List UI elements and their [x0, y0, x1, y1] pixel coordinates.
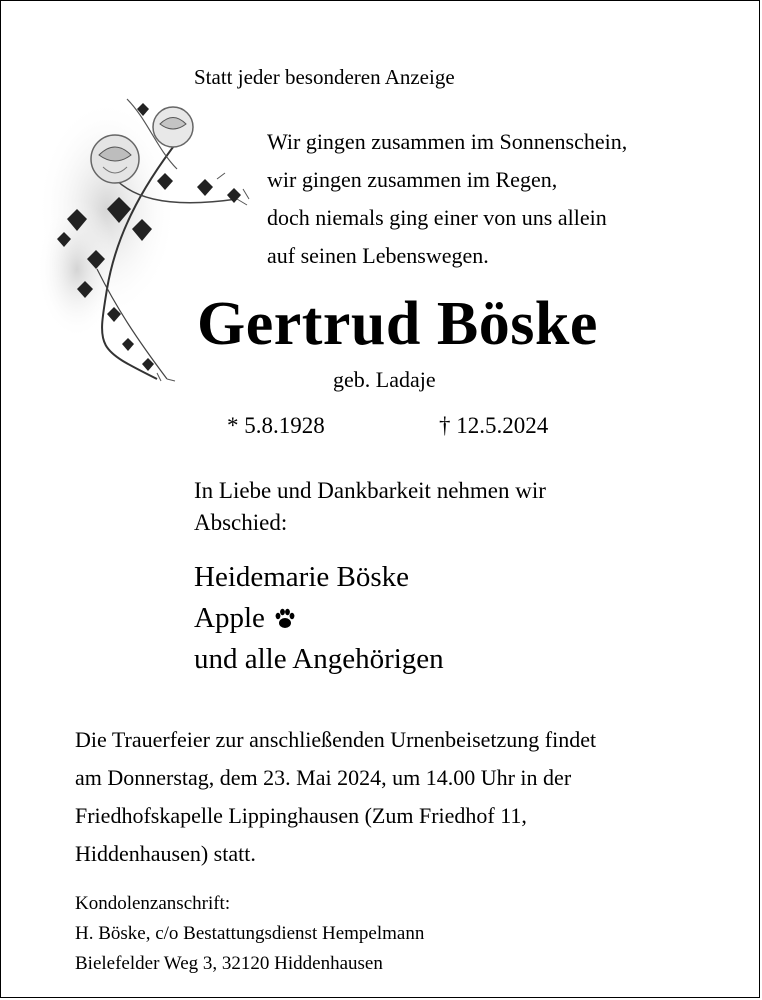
condolence-line: Bielefelder Weg 3, 32120 Hiddenhausen [75, 953, 383, 974]
poem-line: auf seinen Lebenswegen. [267, 243, 489, 268]
farewell-line: In Liebe und Dankbarkeit nehmen wir [194, 478, 546, 503]
poem-line: Wir gingen zusammen im Sonnenschein, [267, 129, 628, 154]
birth-date: * 5.8.1928 [227, 413, 325, 438]
birth-name: geb. Ladaje [333, 367, 436, 392]
service-line: am Donnerstag, dem 23. Mai 2024, um 14.00 Uhr in der [75, 765, 572, 790]
condolence-line: H. Böske, c/o Bestattungsdienst Hempelmann [75, 923, 425, 944]
death-date: † 12.5.2024 [439, 413, 549, 438]
farewell-text [194, 475, 546, 539]
service-info [75, 721, 596, 873]
condolence-line: Kondolenzanschrift: [75, 893, 231, 914]
mourner: Apple [194, 602, 265, 634]
deceased-name: Gertrud Böske [197, 290, 598, 358]
poem [267, 123, 627, 275]
service-line: Die Trauerfeier zur anschließenden Urnenbeisetzung findet [75, 727, 597, 752]
notice-header: Statt jeder besonderen Anzeige [194, 65, 455, 89]
service-line: Hiddenhausen) statt. [75, 841, 256, 866]
farewell-line: Abschied: [194, 510, 288, 535]
paw-icon [273, 607, 297, 631]
service-line: Friedhofskapelle Lippinghausen (Zum Friedhof 11, [75, 803, 527, 828]
mourner: und alle Angehörigen [194, 643, 444, 675]
condolence-address [75, 889, 424, 979]
poem-line: doch niemals ging einer von uns allein [267, 205, 607, 230]
mourner-pet [194, 598, 444, 639]
poem-line: wir gingen zusammen im Regen, [267, 167, 558, 192]
mourner: Heidemarie Böske [194, 561, 410, 593]
mourners-list [194, 557, 444, 680]
